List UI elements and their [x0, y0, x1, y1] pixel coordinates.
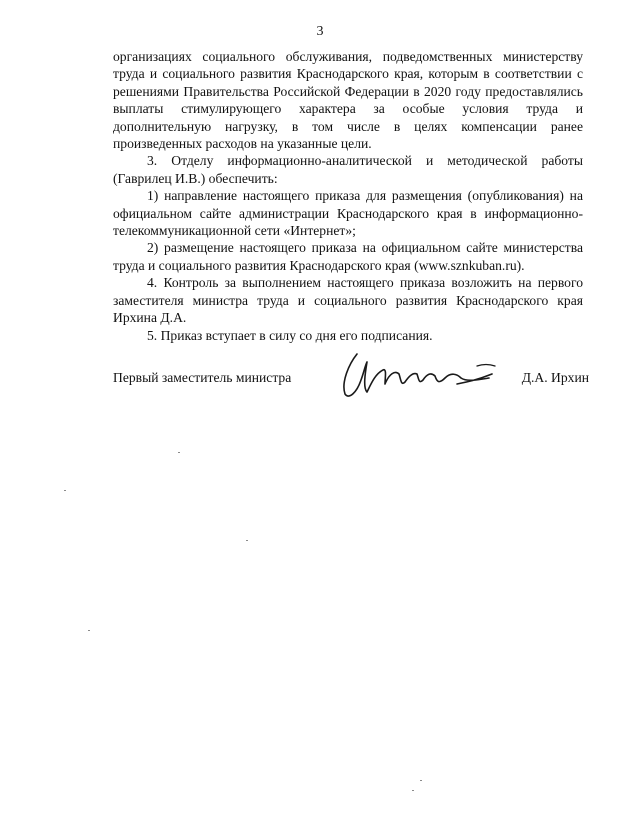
- signer-title: Первый заместитель министра: [113, 370, 292, 385]
- paragraph-subitem-2: 2) размещение настоящего приказа на официальном сайте министерства труда и социального развития Краснодарского края (www.sznkuban.ru).: [113, 240, 583, 273]
- scan-speck: [412, 790, 414, 791]
- paragraph-item-3: 3. Отделу информационно-аналитической и методической работы (Гаврилец И.В.) обеспечить:: [113, 153, 583, 186]
- paragraph-item-5: 5. Приказ вступает в силу со дня его подписания.: [147, 327, 433, 343]
- paragraph-item-4: 4. Контроль за выполнением настоящего приказа возложить на первого заместителя министра труда и социального развития Краснодарского края Ирхина Д.А.: [113, 275, 583, 326]
- handwritten-signature: [327, 344, 507, 402]
- page-number: 3: [316, 24, 324, 39]
- scan-speck: [178, 452, 180, 453]
- paragraph-subitem-1: 1) направление настоящего приказа для размещения (опубликования) на официальном сайте администрации Краснодарского края в информационно-телекоммуникационной сети «Интернет»;: [113, 188, 583, 239]
- signer-name: Д.А. Ирхин: [521, 370, 589, 385]
- scan-speck: [420, 780, 422, 781]
- scan-speck: [88, 630, 90, 631]
- paragraph-continuation: организациях социального обслуживания, подведомственных министерству труда и социального развития Краснодарского края, которым в соответствии с решениями Правительства Российской Федерации в 2020 году предоставлялись выплаты стимулирующего характера за особые условия труда и дополнительную нагрузку, в том числе в целях компенсации ранее произведенных расходов на указанные цели.: [113, 49, 583, 152]
- scan-speck: [64, 490, 66, 491]
- signature-block: [113, 362, 589, 402]
- scan-speck: [246, 540, 248, 541]
- document-body: [113, 48, 583, 344]
